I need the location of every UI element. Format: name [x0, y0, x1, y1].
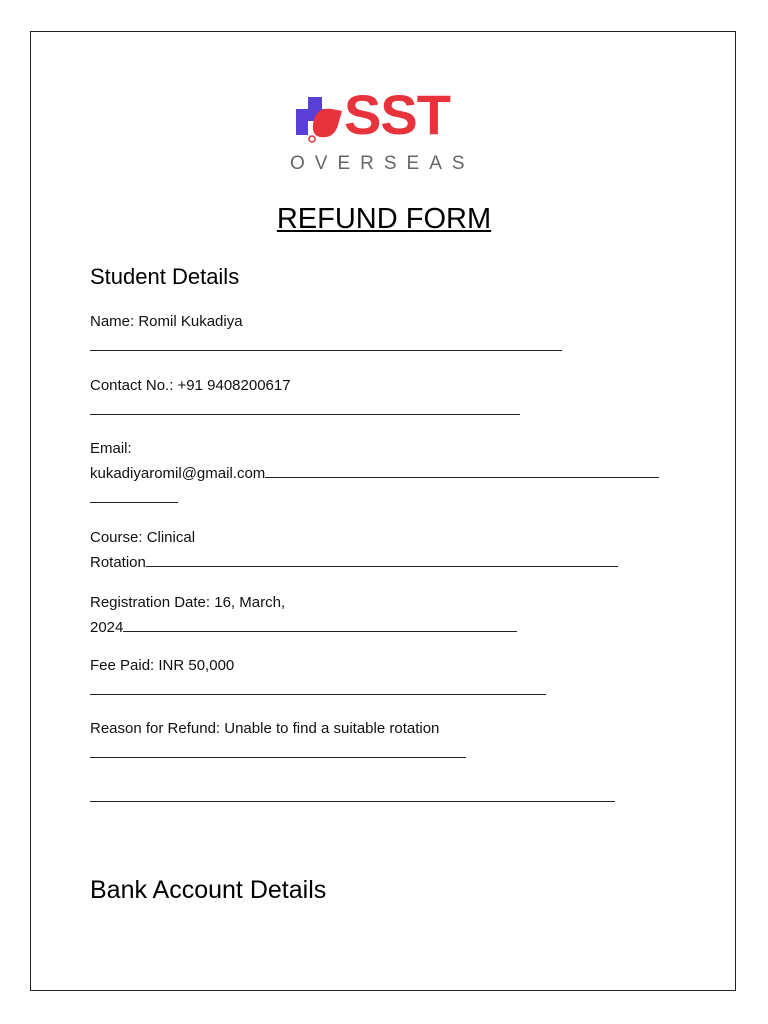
- email-underline-cont: [90, 488, 178, 503]
- name-text: Name: Romil Kukadiya: [90, 313, 243, 330]
- logo-brand-text: SST: [344, 83, 450, 146]
- fee-text: Fee Paid: INR 50,000: [90, 657, 235, 674]
- reg-underline: [123, 617, 517, 632]
- reason-underline-2: [90, 787, 615, 802]
- email-label: Email:: [90, 440, 132, 457]
- reason-text: Reason for Refund: Unable to find a suitable rotation: [90, 720, 440, 737]
- name-underline: [90, 336, 562, 351]
- fee-underline: [90, 680, 546, 695]
- course-value: Rotation: [90, 554, 146, 571]
- reason-field: [90, 716, 466, 766]
- fee-field: [90, 653, 546, 703]
- course-underline: [146, 552, 618, 567]
- reg-label: Registration Date: 16, March,: [90, 594, 286, 611]
- form-title: REFUND FORM: [276, 203, 492, 235]
- registration-date-field: [90, 590, 517, 640]
- contact-underline: [90, 400, 520, 415]
- student-details-heading: Student Details: [90, 264, 240, 289]
- medical-cross-icon: [288, 95, 344, 147]
- contact-text: Contact No.: +91 9408200617: [90, 377, 291, 394]
- name-field: [90, 309, 562, 359]
- course-label: Course: Clinical: [90, 529, 196, 546]
- email-value: kukadiyaromil@gmail.com: [90, 465, 266, 482]
- email-field: [90, 436, 659, 511]
- course-field: [90, 525, 618, 575]
- email-underline: [265, 463, 659, 478]
- extra-line: [90, 785, 615, 810]
- bank-details-heading: Bank Account Details: [90, 876, 327, 904]
- reason-underline: [90, 743, 466, 758]
- company-logo: [288, 83, 478, 180]
- logo-subtitle: OVERSEAS: [290, 153, 475, 174]
- contact-field: [90, 373, 520, 423]
- reg-value: 2024: [90, 619, 124, 636]
